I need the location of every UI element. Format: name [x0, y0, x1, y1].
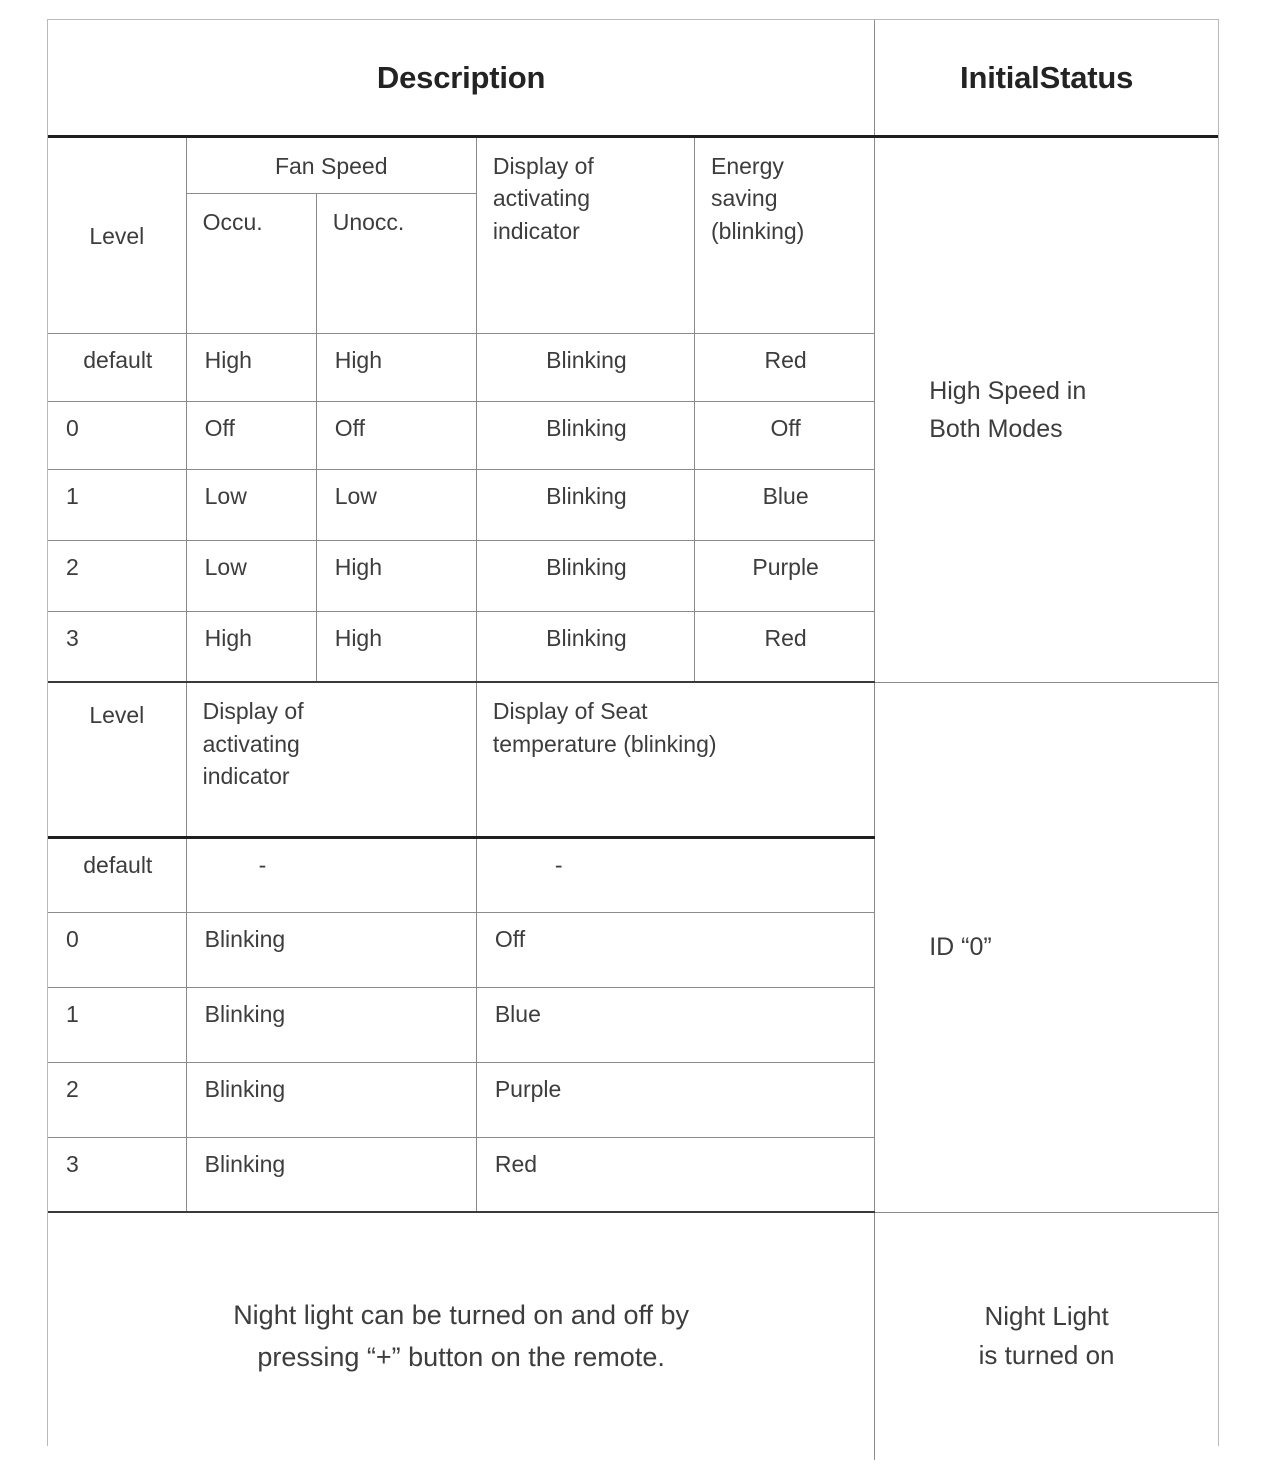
section1-energy-line3: (blinking) [711, 217, 805, 244]
section2-r1-indicator-text: Blinking [204, 925, 286, 952]
section1-subheader-row-a [48, 136, 1218, 193]
section2-r2-indicator [186, 987, 476, 1062]
section2-r2-seattemp [476, 987, 874, 1062]
section1-r3-unocc-text: High [334, 553, 383, 580]
section1-r3-indicator-text: Blinking [546, 553, 627, 580]
initial-status-title-line2: Status [1039, 60, 1134, 96]
page-title: Description [376, 60, 546, 96]
section2-initial-status-cell [875, 682, 1218, 1212]
header-description-cell [48, 20, 875, 136]
section1-col-level-header [48, 136, 186, 333]
section2-r1-level [48, 912, 186, 987]
initial-status-title [875, 20, 1218, 135]
section1-r3-unocc [316, 540, 476, 611]
nightlight-status [875, 1213, 1218, 1461]
section1-r1-occu [186, 401, 316, 469]
section2-r4-indicator [186, 1137, 476, 1212]
section2-r0-indicator-text: - [258, 851, 267, 878]
nightlight-note-line1: Night light can be turned on and off by [233, 1299, 690, 1330]
section2-r1-level-text: 0 [66, 925, 79, 952]
section1-r3-level-text: 2 [66, 553, 79, 580]
section1-r4-energy-text: Red [764, 624, 807, 651]
section1-energy-line1: Energy [711, 152, 784, 179]
section1-r3-indicator [476, 540, 694, 611]
section2-r3-seattemp-text: Purple [494, 1075, 562, 1102]
section2-indicator-line2: activating [202, 730, 300, 757]
section2-subheader-row [48, 682, 1218, 837]
section1-r1-unocc-text: Off [334, 414, 365, 441]
section2-r3-level-text: 2 [66, 1075, 79, 1102]
section2-level-label: Level [89, 702, 145, 728]
section1-r1-energy [695, 401, 875, 469]
section1-status-value [875, 138, 1218, 682]
section1-r4-energy [695, 611, 875, 682]
section2-col-level-header [48, 682, 186, 837]
section3-note-cell [48, 1212, 875, 1460]
section1-col-indicator-header [476, 136, 694, 333]
section1-indicator-line1: Display of [492, 152, 594, 179]
section1-r0-level-text: default [83, 346, 153, 373]
section1-r4-occu [186, 611, 316, 682]
section2-r4-seattemp [476, 1137, 874, 1212]
section1-r2-level [48, 469, 186, 540]
section1-r3-energy-text: Purple [752, 553, 819, 580]
section1-r1-level [48, 401, 186, 469]
section1-r0-level [48, 333, 186, 401]
section2-r4-level [48, 1137, 186, 1212]
section1-col-fanspeed-header [186, 136, 476, 193]
header-initial-status-cell [875, 20, 1218, 136]
section2-r1-seattemp-text: Off [494, 925, 526, 952]
section2-r2-level-text: 1 [66, 1000, 79, 1027]
section1-r4-level-text: 3 [66, 624, 79, 651]
section2-indicator-label [187, 683, 476, 836]
section1-r2-level-text: 1 [66, 482, 79, 509]
section2-r0-seattemp-text: - [554, 851, 563, 878]
section1-r4-indicator-text: Blinking [546, 624, 627, 651]
table-header-row [48, 20, 1218, 136]
section1-r0-occu-text: High [204, 346, 252, 373]
section1-r1-level-text: 0 [66, 414, 79, 441]
section1-r4-unocc-text: High [334, 624, 383, 651]
section2-seattemp-line2: temperature (blinking) [492, 730, 717, 757]
section2-r1-seattemp [476, 912, 874, 987]
section2-r3-seattemp [476, 1062, 874, 1137]
section1-r0-energy [695, 333, 875, 401]
levels-grid [48, 20, 1218, 1460]
section2-indicator-line1: Display of [202, 698, 304, 724]
section1-col-energy-header [695, 136, 875, 333]
section1-r1-indicator [476, 401, 694, 469]
section1-r1-indicator-text: Blinking [546, 414, 627, 441]
section1-r1-unocc [316, 401, 476, 469]
section1-r3-occu-text: Low [204, 553, 247, 580]
nightlight-status-line1: Night Light [984, 1301, 1109, 1332]
section2-r2-seattemp-text: Blue [494, 1000, 541, 1027]
section1-col-occu-header [186, 193, 316, 333]
section2-col-seattemp-header [476, 682, 874, 837]
section1-r0-unocc [316, 333, 476, 401]
nightlight-note [48, 1213, 874, 1460]
section1-r0-indicator [476, 333, 694, 401]
nightlight-note-line2: pressing “+” button on the remote. [257, 1341, 665, 1372]
section1-r0-indicator-text: Blinking [546, 346, 627, 373]
section1-r2-energy [695, 469, 875, 540]
section2-seattemp-line1: Display of Seat [492, 698, 648, 724]
section1-r0-occu [186, 333, 316, 401]
section1-r3-energy [695, 540, 875, 611]
section1-fanspeed-label: Fan Speed [274, 152, 388, 179]
section2-r3-level [48, 1062, 186, 1137]
section2-r4-indicator-text: Blinking [204, 1150, 286, 1177]
section2-indicator-line3: indicator [202, 763, 290, 790]
section1-status-line2: Both Modes [929, 414, 1063, 443]
section1-r4-indicator [476, 611, 694, 682]
section1-r1-energy-text: Off [770, 414, 801, 441]
section1-r0-unocc-text: High [334, 346, 383, 373]
section1-r3-level [48, 540, 186, 611]
section1-r2-unocc-text: Low [334, 482, 377, 509]
nightlight-status-line2: is turned on [978, 1340, 1115, 1371]
section1-r2-occu [186, 469, 316, 540]
section2-r0-indicator [186, 837, 476, 912]
section1-indicator-label [477, 138, 694, 333]
section1-r0-energy-text: Red [764, 346, 807, 373]
section1-indicator-line2: activating [492, 185, 590, 212]
section2-r1-indicator [186, 912, 476, 987]
section3-status-cell [875, 1212, 1218, 1460]
section2-r3-indicator [186, 1062, 476, 1137]
section1-energy-line2: saving [711, 185, 778, 212]
section1-r2-occu-text: Low [204, 482, 247, 509]
section2-r2-indicator-text: Blinking [204, 1000, 286, 1027]
section1-r4-occu-text: High [204, 624, 252, 651]
section1-unocc-label: Unocc. [332, 208, 405, 235]
section1-initial-status-cell [875, 136, 1218, 682]
section1-r4-level [48, 611, 186, 682]
section1-occu-label: Occu. [202, 208, 263, 235]
initial-status-title-line1: Initial [960, 60, 1040, 96]
section2-r4-level-text: 3 [66, 1150, 79, 1177]
section2-status-value: ID “0” [929, 933, 992, 962]
section1-r2-indicator-text: Blinking [546, 482, 627, 509]
specification-table [47, 19, 1219, 1446]
section2-r0-level-text: default [83, 851, 153, 878]
section2-r0-seattemp [476, 837, 874, 912]
section2-r0-level [48, 837, 186, 912]
section1-r2-indicator [476, 469, 694, 540]
section2-r3-indicator-text: Blinking [204, 1075, 286, 1102]
section2-col-indicator-header [186, 682, 476, 837]
section2-r4-seattemp-text: Red [494, 1150, 538, 1177]
section2-seattemp-label [477, 683, 874, 836]
section1-r2-energy-text: Blue [762, 482, 809, 509]
section2-r2-level [48, 987, 186, 1062]
section1-r2-unocc [316, 469, 476, 540]
section1-col-unocc-header [316, 193, 476, 333]
section1-energy-label [695, 138, 874, 333]
section1-r4-unocc [316, 611, 476, 682]
section1-status-line1: High Speed in [929, 377, 1087, 405]
section1-indicator-line3: indicator [492, 217, 580, 244]
section1-level-label: Level [89, 222, 145, 249]
section1-r3-occu [186, 540, 316, 611]
section3-nightlight-row [48, 1212, 1218, 1460]
section1-r1-occu-text: Off [204, 414, 235, 441]
